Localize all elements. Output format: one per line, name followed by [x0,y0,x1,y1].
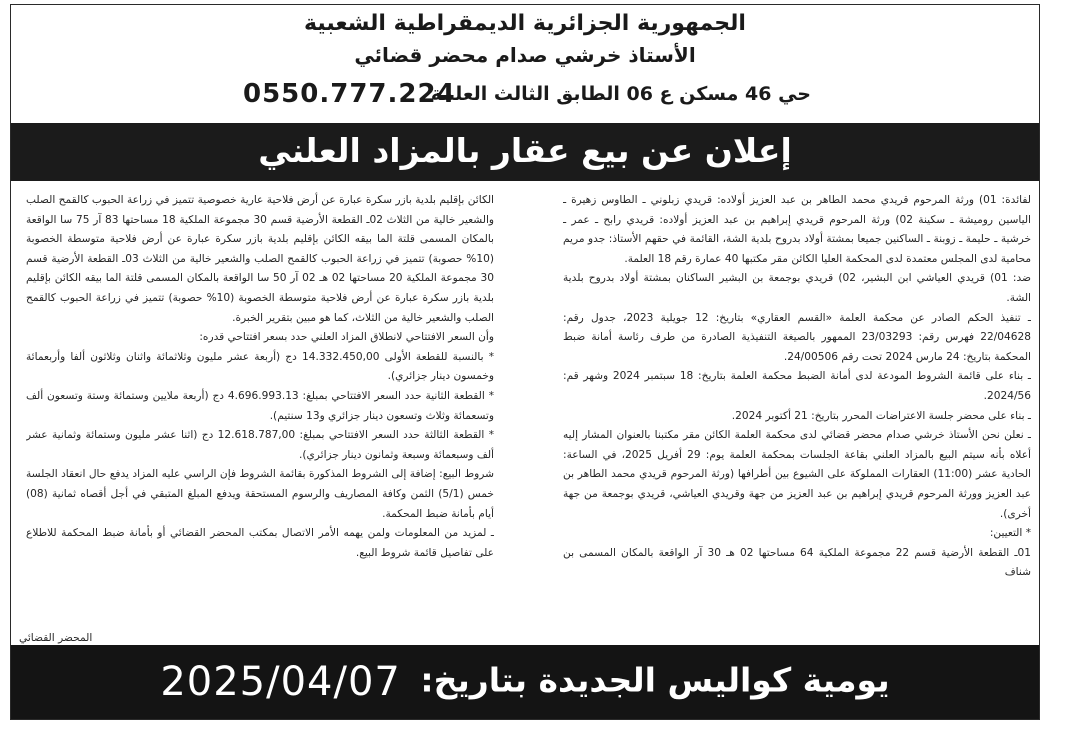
notice-header [11,5,1039,122]
notice-body [11,185,1039,643]
paragraph: * التعيين: [989,527,1031,540]
paragraph: وأن السعر الافتتاحي لانطلاق المزاد العلني حدد بسعر افتتاحي قدره: [199,331,494,344]
paragraph: ـ نعلن نحن الأستاذ خرشي صدام محضر قضائي لدى محكمة العلمة الكائن مقر مكتبنا بالعنوان المشار إليه أعلاه بأنه سيتم البيع بالمزاد العلني بقاعة الجلسات بمحكمة العلمة يوم: 29 أفريل 2025، في الساعة: الحادية عشر (11:00) العقارات المملوكة على الشيوع بين أطرافها (ورثة المرحوم قريدي محمد الطاهر بن عبد العزيز وورثة المرحوم قريدي إبراهيم بن عبد العزيز من جهة وقريدي العياشي، قريدي بوجمعة من جهة أخرى). [563,429,1031,520]
office-address: حي 46 مسكن ع 06 الطابق الثالث العلمة [430,83,811,105]
legal-notice [10,4,1040,720]
footer-line [11,659,1039,705]
paragraph: * بالنسبة للقطعة الأولى 14.332.450,00 دج (أربعة عشر مليون وثلاثمائة واثنان وثلاثون ألفا وأربعمائة وخمسون دينار جزائري). [26,350,494,383]
notice-title: إعلان عن بيع عقار بالمزاد العلني [258,131,792,170]
paragraph: ـ لمزيد من المعلومات ولمن يهمه الأمر الاتصال بمكتب المحضر القضائي أو بأمانة ضبط المحكمة للاطلاع على تفاصيل قائمة شروط البيع. [26,527,494,559]
publication-date: 2025/04/07 [160,659,401,705]
paragraph: ـ بناء على محضر جلسة الاعتراضات المحرر بتاريخ: 21 أكتوبر 2024. [731,409,1031,422]
bailiff-name: الأستاذ خرشي صدام محضر قضائي [354,43,696,67]
contact-row [11,79,1039,109]
paragraph: شروط البيع: إضافة إلى الشروط المذكورة بقائمة الشروط فإن الراسي عليه المزاد يدفع حال انعقاد الجلسة خمس (5/1) الثمن وكافة المصاريف والرسوم المستحقة ويدفع المبلغ المتبقي في أجل أقصاه ثمانية (08) أيام بأمانة ضبط المحكمة. [26,468,494,520]
paragraph: الكائن بإقليم بلدية بازر سكرة عبارة عن أرض فلاحية عارية خصوصية تتميز في زراعة الحبوب كالقمح الصلب والشعير خالية من الثلاث 02ـ القطعة الأرضية قسم 30 مجموعة الملكية 18 مساحتها 83 آر 75 سا الواقعة بالمكان المسمى قلتة الما بيقه الكائن بإقليم بلدية بازر سكرة عبارة عن أرض فلاحية متوسطة الخصوبة (10% حصوبة) تتميز في زراعة الحبوب كالقمح الصلب والشعير خالية من الثلاث 03ـ القطعة الأرضية قسم 30 مجموعة الملكية 20 مساحتها 02 هـ 02 آر 50 سا الواقعة بالمكان المسمى قلتة الما بيقه الكائن بإقليم بلدية بازر سكرة عبارة عن أرض فلاحية متوسطة الخصوبة (10% حصوبة) تتميز في زراعة الحبوب كالقمح الصلب والشعير خالية من الثلاث، كما هو مبين بتقرير الخبرة. [26,194,494,324]
paragraph: ـ تنفيذ الحكم الصادر عن محكمة العلمة «القسم العقاري» بتاريخ: 12 جويلية 2023، جدول رقم: 22/04628 فهرس رقم: 23/03293 الممهور بالصيغة التنفيذية الصادرة من طرف رئاسة أمانة ضبط المحكمة بتاريخ: 24 مارس 2024 تحت رقم 24/00506. [563,311,1031,363]
title-banner [11,123,1039,181]
left-column [26,191,494,641]
paragraph: 01ـ القطعة الأرضية قسم 22 مجموعة الملكية 64 مساحتها 02 هـ 30 آر الواقعة بالمكان المسمى بن شناف [563,546,1031,579]
footer-banner [11,645,1039,720]
paragraph: * القطعة الثالثة حدد السعر الافتتاحي بمبلغ: 12.618.787,00 دج (اثنا عشر مليون وستمائة وثمانية عشر ألف وسبعمائة وسبعة وثمانون دينار جزائري). [26,429,494,461]
right-column [563,191,1031,641]
newspaper-label: يومية كواليس الجديدة بتاريخ: [420,660,890,700]
paragraph: ضد: 01) قريدي العياشي ابن البشير، 02) قريدي بوجمعة بن البشير الساكنان بمشتة أولاد بدروح بلدية الشة. [563,272,1031,304]
paragraph: * القطعة الثانية حدد السعر الافتتاحي بمبلغ: 4.696.993.13 دج (أربعة ملايين وستمائة وستة وتسعون ألف وتسعمائة وثلاث وتسعون دينار جزائري و13 سنتيم). [26,389,494,422]
signature: المحضر القضائي [19,632,93,644]
phone-number: 0550.777.224 [243,79,456,109]
paragraph: لفائدة: 01) ورثة المرحوم قريدي محمد الطاهر بن عبد العزيز أولاده: قريدي زبلوني ـ الطاوس زهيرة ـ الياسين روميشة ـ سكينة 02) ورثة المرحوم قريدي إبراهيم بن عبد العزيز أولاده: قريدي رابح ـ عمر ـ خرشية ـ حليمة ـ زوبنة ـ الساكنين جميعا بمشتة أولاد بدروح بلدية الشة، القائمة في حقهم الأستاذ: جدو مريم محامية لدى المجلس معتمدة لدى المحكمة العليا الكائن مقر مكتبها 40 عمارة رقم 18 العلمة. [563,194,1031,265]
paragraph: ـ بناء على قائمة الشروط المودعة لدى أمانة الضبط محكمة العلمة بتاريخ: 18 سبتمبر 2024 وشهر قم: 2024/56. [563,370,1031,402]
republic-heading: الجمهورية الجزائرية الديمقراطية الشعبية [304,11,746,36]
